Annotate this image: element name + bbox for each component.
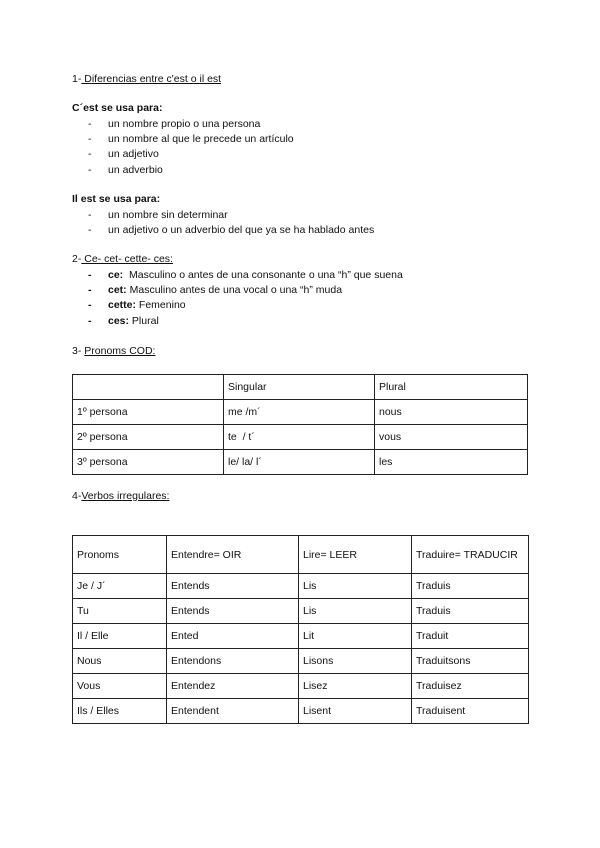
table-cell: Traduisez bbox=[412, 674, 529, 699]
table-cell: 3º persona bbox=[73, 450, 224, 475]
table-cell: le/ la/ l´ bbox=[224, 450, 375, 475]
table-cell: Traduis bbox=[412, 599, 529, 624]
section-4-heading bbox=[72, 490, 169, 502]
table-row bbox=[73, 624, 529, 649]
table-cell: Il / Elle bbox=[73, 624, 167, 649]
table-row bbox=[73, 674, 529, 699]
table-cell: Vous bbox=[73, 674, 167, 699]
bullet-dash: - bbox=[88, 118, 92, 130]
table-cell: te / t´ bbox=[224, 425, 375, 450]
section-3-heading bbox=[72, 345, 155, 357]
table-cell: Nous bbox=[73, 649, 167, 674]
section-4-number: 4- bbox=[72, 490, 82, 502]
table-cell: Je / J´ bbox=[73, 574, 167, 599]
table-row bbox=[73, 400, 528, 425]
list-item-text: un nombre propio o una persona bbox=[108, 118, 261, 130]
verbos-irregulares-table bbox=[72, 535, 529, 724]
section-3-title: Pronoms COD: bbox=[84, 345, 156, 357]
section-3-number: 3- bbox=[72, 345, 85, 357]
table-cell: Ils / Elles bbox=[73, 699, 167, 724]
bullet-dash: - bbox=[88, 148, 92, 161]
table-cell: Lis bbox=[299, 599, 412, 624]
table-cell: Traduire= TRADUCIR bbox=[412, 536, 529, 574]
ilest-heading: Il est se usa para: bbox=[72, 193, 161, 205]
table-cell: nous bbox=[375, 400, 528, 425]
table-cell: Plural bbox=[375, 375, 528, 400]
pronoms-cod-table bbox=[72, 374, 528, 475]
section-1-number: 1- bbox=[72, 73, 82, 85]
table-cell: me /m´ bbox=[224, 400, 375, 425]
table-cell: Lisez bbox=[299, 674, 412, 699]
table-cell: Entends bbox=[167, 599, 299, 624]
section-2-heading bbox=[72, 253, 173, 265]
table-row bbox=[73, 574, 529, 599]
table-cell: Traduisent bbox=[412, 699, 529, 724]
bullet-dash: - bbox=[88, 224, 92, 237]
table-cell: 2º persona bbox=[73, 425, 224, 450]
list-item-text: un adverbio bbox=[108, 163, 163, 176]
table-cell: Lisons bbox=[299, 649, 412, 674]
table-row bbox=[73, 599, 529, 624]
table-row bbox=[73, 536, 529, 574]
table-cell: Lit bbox=[299, 624, 412, 649]
cest-heading: C´est se usa para: bbox=[72, 102, 163, 114]
table-cell: Lisent bbox=[299, 699, 412, 724]
table-cell: Traduitsons bbox=[412, 649, 529, 674]
section-2-title: Ce- cet- cette- ces: bbox=[81, 253, 173, 265]
bullet-dash: - bbox=[88, 133, 92, 146]
term: cette: bbox=[108, 299, 137, 312]
table-cell: Lire= LEER bbox=[299, 536, 412, 574]
bullet-dash: - bbox=[88, 314, 92, 327]
table-row bbox=[73, 649, 529, 674]
table-row bbox=[73, 699, 529, 724]
table-cell: Entendre= OIR bbox=[167, 536, 299, 574]
table-cell: Ented bbox=[167, 624, 299, 649]
bullet-dash: - bbox=[88, 209, 92, 221]
table-cell: vous bbox=[375, 425, 528, 450]
table-cell: 1º persona bbox=[73, 400, 224, 425]
term: cet: bbox=[108, 284, 127, 297]
term-description: Plural bbox=[129, 314, 159, 327]
bullet-dash: - bbox=[88, 284, 92, 297]
table-cell: Entendez bbox=[167, 674, 299, 699]
table-cell: Pronoms bbox=[73, 536, 167, 574]
table-row bbox=[73, 450, 528, 475]
table-cell: Entendons bbox=[167, 649, 299, 674]
list-item-text: un adjetivo o un adverbio del que ya se ha hablado antes bbox=[108, 224, 375, 237]
list-item-text: un nombre sin determinar bbox=[108, 209, 228, 221]
table-cell bbox=[73, 375, 224, 400]
bullet-dash: - bbox=[88, 163, 92, 176]
table-cell: Singular bbox=[224, 375, 375, 400]
bullet-dash: - bbox=[88, 299, 92, 312]
table-cell: Entendent bbox=[167, 699, 299, 724]
table-cell: Lis bbox=[299, 574, 412, 599]
table-cell: Tu bbox=[73, 599, 167, 624]
term-description: Masculino antes de una vocal o una “h” muda bbox=[126, 284, 343, 297]
section-2-number: 2- bbox=[72, 253, 82, 265]
bullet-dash: - bbox=[88, 269, 92, 281]
list-item-text: un adjetivo bbox=[108, 148, 159, 161]
table-cell: les bbox=[375, 450, 528, 475]
table-cell: Traduis bbox=[412, 574, 529, 599]
section-4-title: Verbos irregulares: bbox=[81, 490, 170, 502]
list-item-text: un nombre al que le precede un artículo bbox=[108, 133, 294, 146]
term: ce: bbox=[108, 269, 124, 281]
table-row bbox=[73, 375, 528, 400]
table-row bbox=[73, 425, 528, 450]
section-1-title: Diferencias entre c'est o il est bbox=[81, 73, 222, 85]
term-description: Femenino bbox=[136, 299, 186, 312]
section-1-heading bbox=[72, 73, 221, 85]
term: ces: bbox=[108, 314, 130, 327]
term-description: Masculino o antes de una consonante o una “h” que suena bbox=[123, 269, 403, 281]
table-cell: Entends bbox=[167, 574, 299, 599]
table-cell: Traduit bbox=[412, 624, 529, 649]
